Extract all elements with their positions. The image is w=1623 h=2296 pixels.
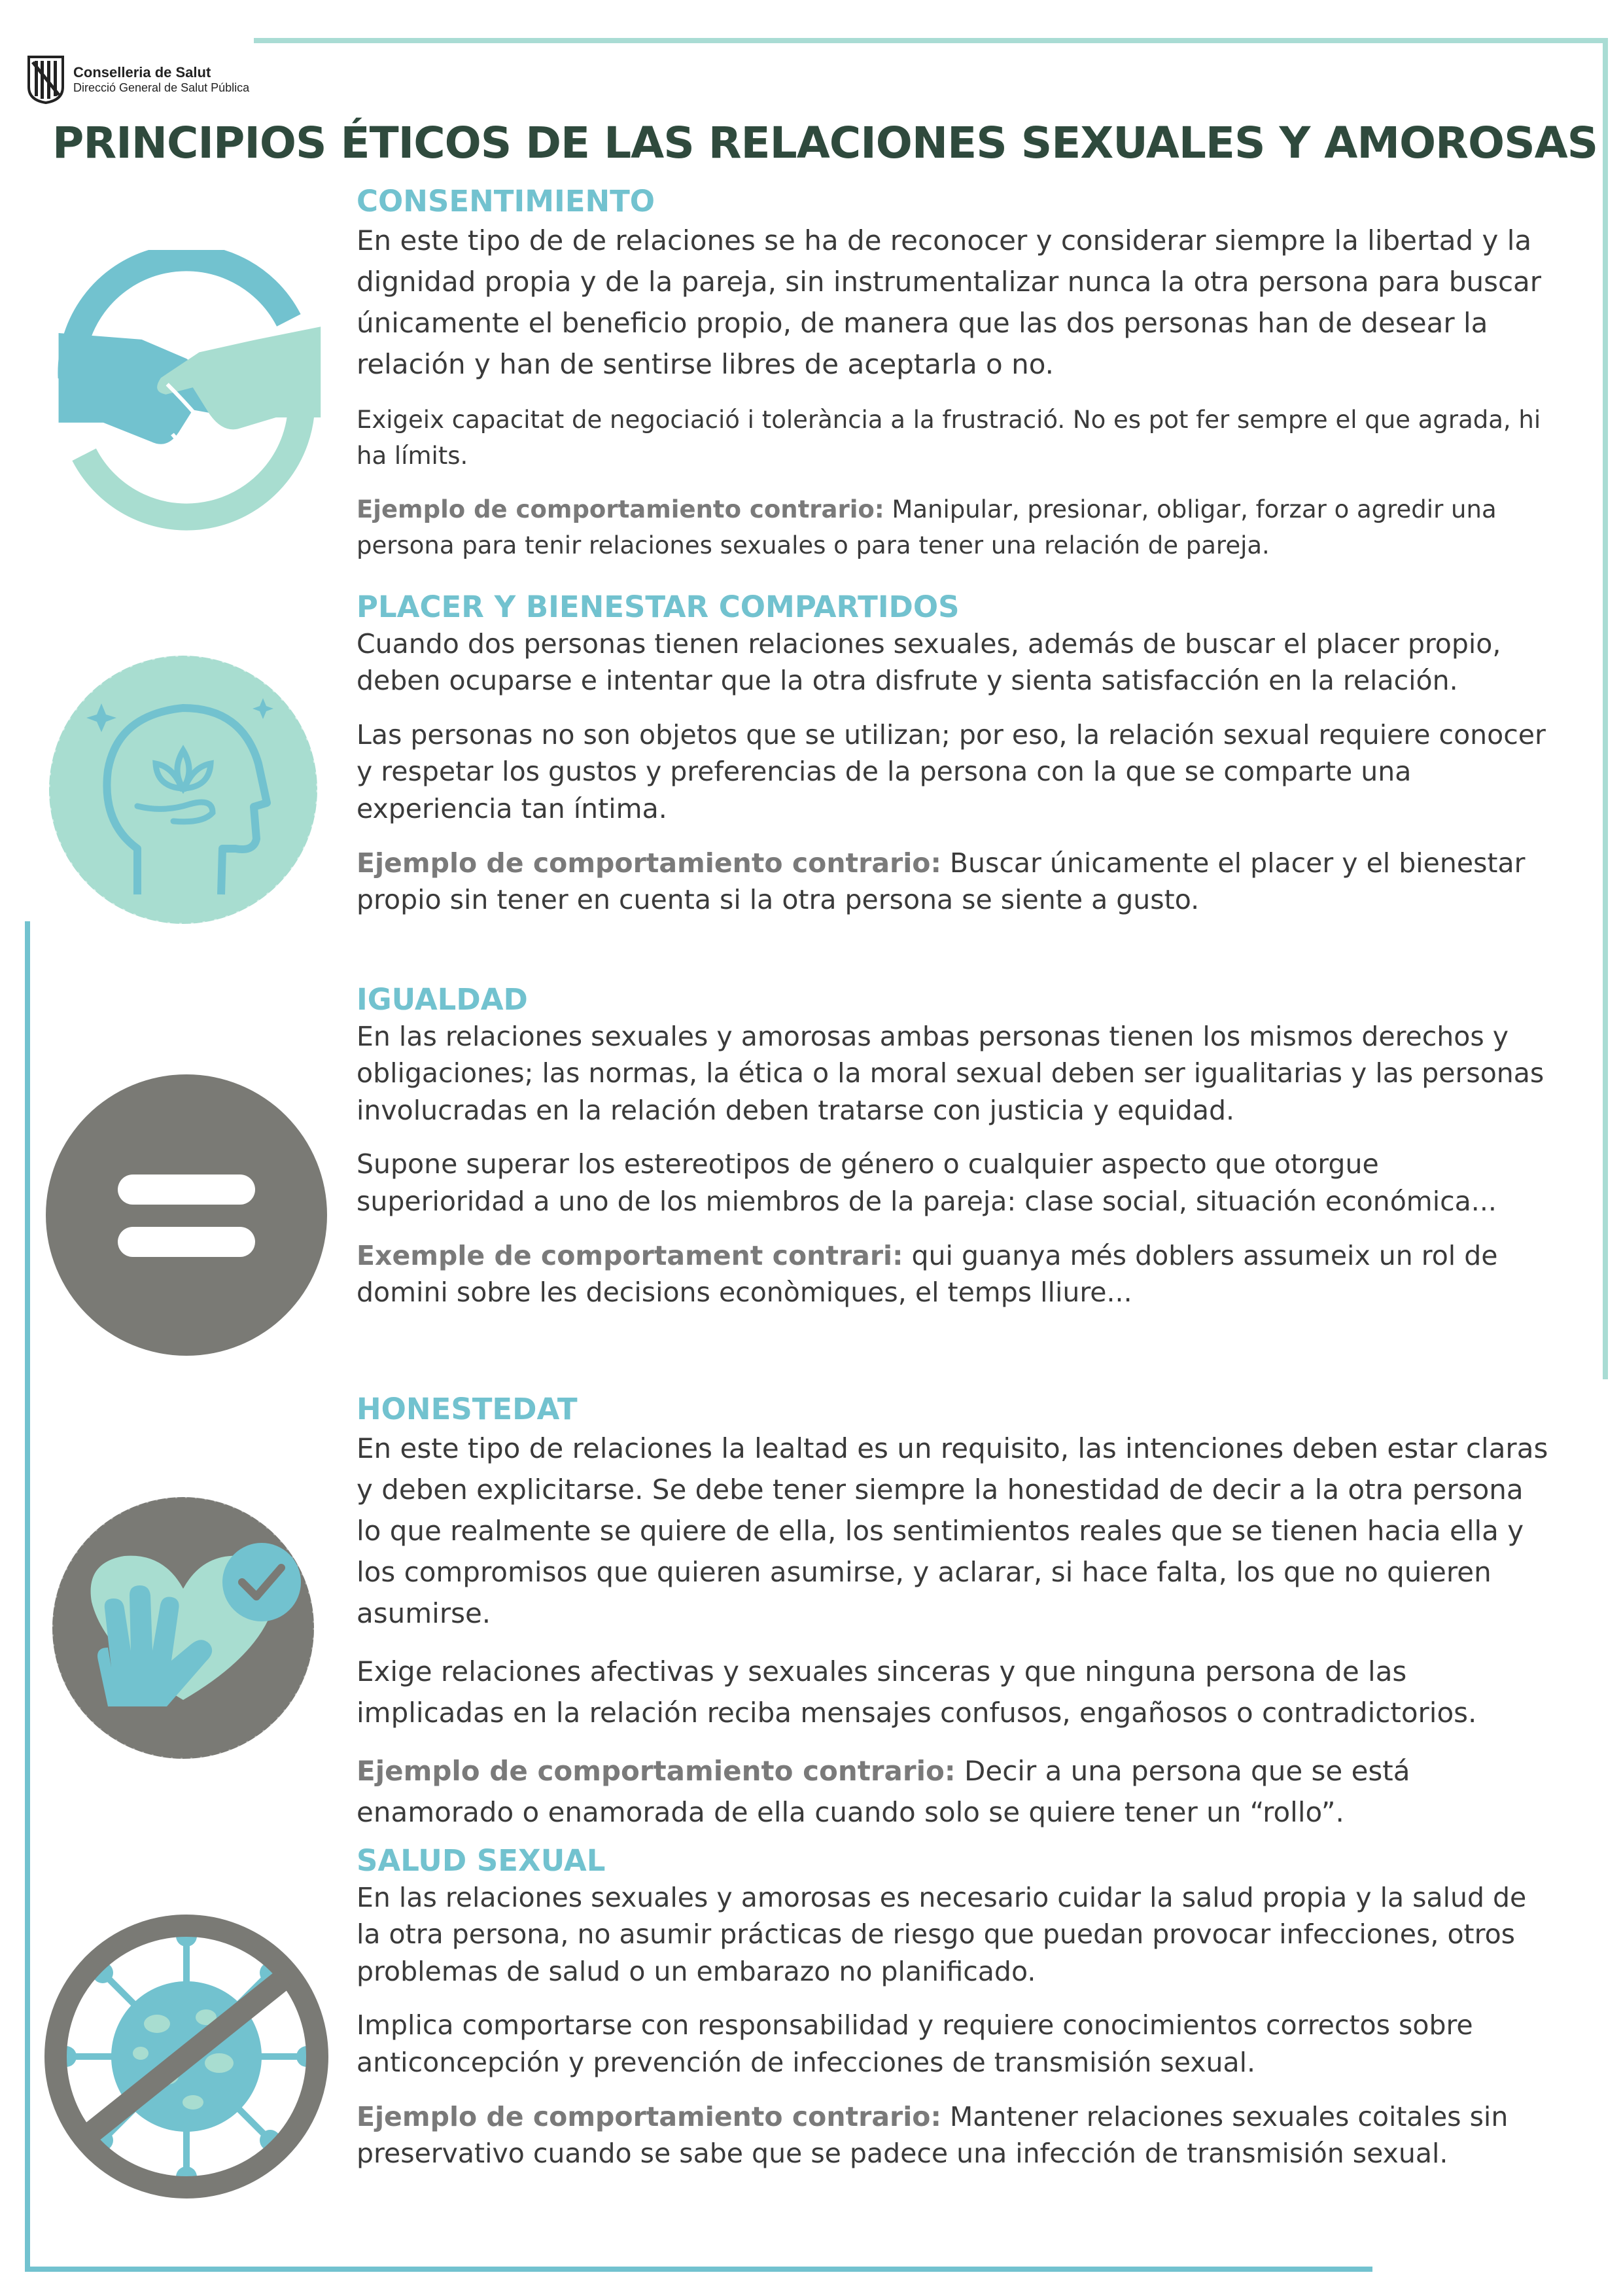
frame-top-line: [254, 38, 1608, 43]
example-label: Ejemplo de comportamiento contrario:: [357, 1754, 956, 1787]
example-label: Exemple de comportament contrari:: [357, 1239, 903, 1271]
section-title: CONSENTIMIENTO: [357, 184, 655, 219]
page-title: PRINCIPIOS ÉTICOS DE LAS RELACIONES SEXUALES Y AMOROSAS: [52, 118, 1598, 168]
example-paragraph: [357, 1750, 1554, 1833]
section-content: [357, 590, 1554, 936]
section-paragraph: Implica comportarse con responsabilidad y requiere conocimientos correctos sobre anticoncepción y prevención de infecciones de transmisión sexual.: [357, 2009, 1473, 2079]
section-paragraph: Supone superar los estereotipos de género o cualquier aspecto que otorgue superioridad a uno de los miembros de la pareja: clase social, situación económica...: [357, 1148, 1497, 1218]
section-content: [357, 185, 1554, 581]
head-lotus-icon: [46, 652, 321, 927]
section-paragraph: En las relaciones sexuales y amorosas ambas personas tienen los mismos derechos y obligaciones; las normas, la ética o la moral sexual deben ser igualitarias y las personas involucradas en la relación deben tratarse con justicia y equidad.: [357, 1020, 1544, 1126]
section-content: [357, 1392, 1554, 1850]
example-text: qui guanya més doblers assumeix un rol de domini sobre les decisions econòmiques, el temps lliure...: [357, 1239, 1498, 1309]
section-title: HONESTEDAT: [357, 1392, 578, 1426]
example-text: Mantener relaciones sexuales coitales sin preservativo cuando se sabe que se padece una infección de transmisión sexual.: [357, 2100, 1509, 2170]
section-paragraph: Exige relaciones afectivas y sexuales sinceras y que ninguna persona de las implicadas en la relación reciba mensajes confusos, engañosos o contradictorios.: [357, 1655, 1477, 1729]
handshake-icon: [46, 250, 327, 531]
example-paragraph: [357, 1237, 1554, 1311]
section-paragraph: En este tipo de relaciones la lealtad es un requisito, las intenciones deben estar claras y deben explicitarse. Se debe tener siempre la honestidad de decir a la otra persona lo que realmente se quiere de ella, los sentimientos reales que se tienen hacia ella y los compromisos que quieren asumirse, y aclarar, si hace falta, los que no quieren asumirse.: [357, 1432, 1548, 1629]
example-paragraph: [357, 845, 1554, 919]
org-name: Conselleria de Salut: [73, 64, 211, 80]
org-text: [73, 64, 249, 96]
header: [27, 54, 249, 106]
frame-right-line: [1603, 38, 1608, 1379]
equals-icon: [43, 1071, 330, 1359]
section-title: SALUD SEXUAL: [357, 1843, 606, 1878]
frame-left-line: [25, 921, 30, 2272]
example-text: Manipular, presionar, obligar, forzar o agredir una persona para tenir relaciones sexuales o para tener una relación de pareja.: [357, 495, 1497, 560]
example-label: Ejemplo de comportamiento contrario:: [357, 2100, 941, 2132]
no-virus-icon: [43, 1913, 330, 2200]
section-title: IGUALDAD: [357, 982, 528, 1017]
government-crest-icon: [27, 56, 64, 104]
example-label: Ejemplo de comportamiento contrario:: [357, 495, 884, 523]
org-subtitle: Direcció General de Salut Pública: [73, 81, 250, 95]
heart-hand-check-icon: [46, 1491, 321, 1765]
example-text: Buscar únicamente el placer y el bienestar propio sin tener en cuenta si la otra persona se siente a gusto.: [357, 847, 1526, 916]
example-label: Ejemplo de comportamiento contrario:: [357, 847, 941, 879]
section-title: PLACER Y BIENESTAR COMPARTIDOS: [357, 590, 960, 624]
section-paragraph: Exigeix capacitat de negociació i tolerància a la frustració. No es pot fer sempre el que agrada, hi ha límits.: [357, 405, 1541, 470]
example-text: Decir a una persona que se está enamorado o enamorada de ella cuando solo se quiere tener un “rollo”.: [357, 1754, 1410, 1828]
section-content: [357, 1844, 1554, 2189]
example-paragraph: [357, 491, 1554, 564]
section-paragraph: Cuando dos personas tienen relaciones sexuales, además de buscar el placer propio, deben ocuparse e intentar que la otra disfrute y sienta satisfacción en la relación.: [357, 627, 1501, 697]
section-paragraph: En las relaciones sexuales y amorosas es necesario cuidar la salud propia y la salud de la otra persona, no asumir prácticas de riesgo que puedan provocar infecciones, otros problemas de salud o un embarazo no planificado.: [357, 1881, 1527, 1987]
section-paragraph: Las personas no son objetos que se utilizan; por eso, la relación sexual requiere conocer y respetar los gustos y preferencias de la persona con la que se comparte una experiencia tan íntima.: [357, 718, 1546, 825]
section-paragraph: En este tipo de de relaciones se ha de reconocer y considerar siempre la libertad y la dignidad propia y de la pareja, sin instrumentalizar nunca la otra persona para buscar únicamente el beneficio propio, de manera que las dos personas han de desear la relación y han de sentirse libres de aceptarla o no.: [357, 224, 1542, 380]
section-content: [357, 983, 1554, 1328]
frame-bottom-line: [25, 2267, 1372, 2272]
example-paragraph: [357, 2098, 1554, 2172]
